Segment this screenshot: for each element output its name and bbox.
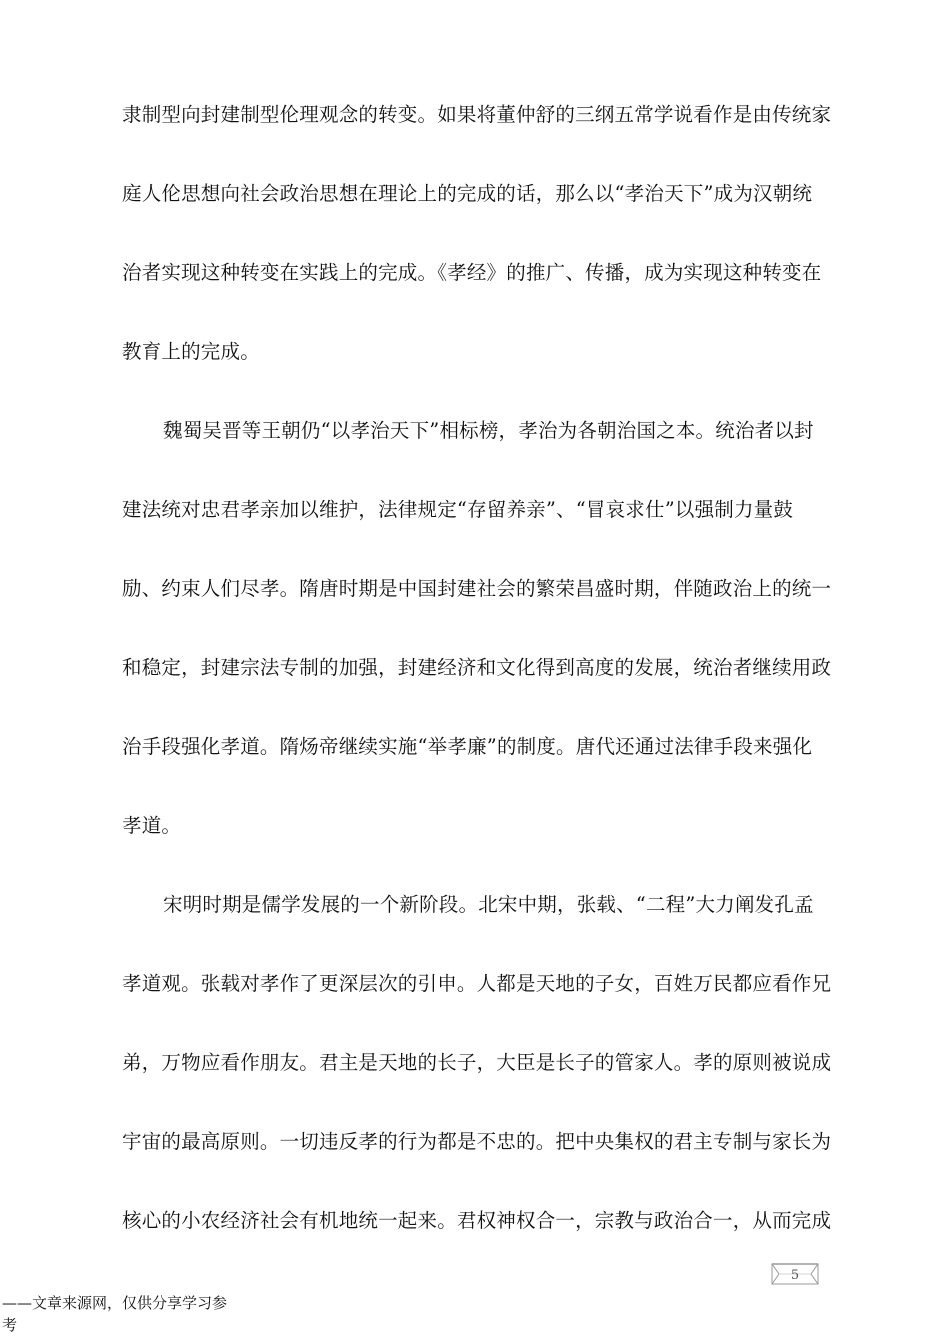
text-line: 和稳定，封建宗法专制的加强，封建经济和文化得到高度的发展，统治者继续用政 (122, 656, 832, 679)
text-line: 庭人伦思想向社会政治思想在理论上的完成的话，那么以“孝治天下”成为汉朝统 (122, 182, 813, 205)
page-number: 5 (790, 1268, 800, 1283)
text-line: 孝道。 (122, 814, 182, 837)
text-line: 建法统对忠君孝亲加以维护，法律规定“存留养亲”、“冒哀求仕”以强制力量鼓 (122, 498, 794, 521)
paragraph-first-line: 魏蜀吴晋等王朝仍“以孝治天下”相标榜，孝治为各朝治国之本。统治者以封 (163, 419, 814, 442)
footer-note-line: ——文章来源网，仅供分享学习参 (2, 1294, 228, 1312)
text-line: 弟，万物应看作朋友。君主是天地的长子，大臣是长子的管家人。孝的原则被说成 (122, 1051, 832, 1074)
footer-note-line: 考 (2, 1316, 18, 1334)
text-line: 励、约束人们尽孝。隋唐时期是中国封建社会的繁荣昌盛时期，伴随政治上的统一 (122, 577, 832, 600)
page-number-badge (771, 1262, 819, 1286)
text-line: 宇宙的最高原则。一切违反孝的行为都是不忠的。把中央集权的君主专制与家长为 (122, 1130, 832, 1153)
text-line: 隶制型向封建制型伦理观念的转变。如果将董仲舒的三纲五常学说看作是由传统家 (122, 103, 832, 126)
text-line: 教育上的完成。 (122, 340, 260, 363)
paragraph-first-line: 宋明时期是儒学发展的一个新阶段。北宋中期，张载、“二程”大力阐发孔孟 (163, 893, 814, 916)
body-text (122, 92, 832, 1277)
text-line: 治者实现这种转变在实践上的完成。《孝经》的推广、传播，成为实现这种转变在 (122, 261, 822, 284)
footer-note (2, 1292, 242, 1336)
text-line: 孝道观。张载对孝作了更深层次的引申。人都是天地的子女，百姓万民都应看作兄 (122, 972, 832, 995)
text-line: 治手段强化孝道。隋炀帝继续实施“举孝廉”的制度。唐代还通过法律手段来强化 (122, 735, 813, 758)
text-line: 核心的小农经济社会有机地统一起来。君权神权合一，宗教与政治合一，从而完成 (122, 1209, 832, 1232)
